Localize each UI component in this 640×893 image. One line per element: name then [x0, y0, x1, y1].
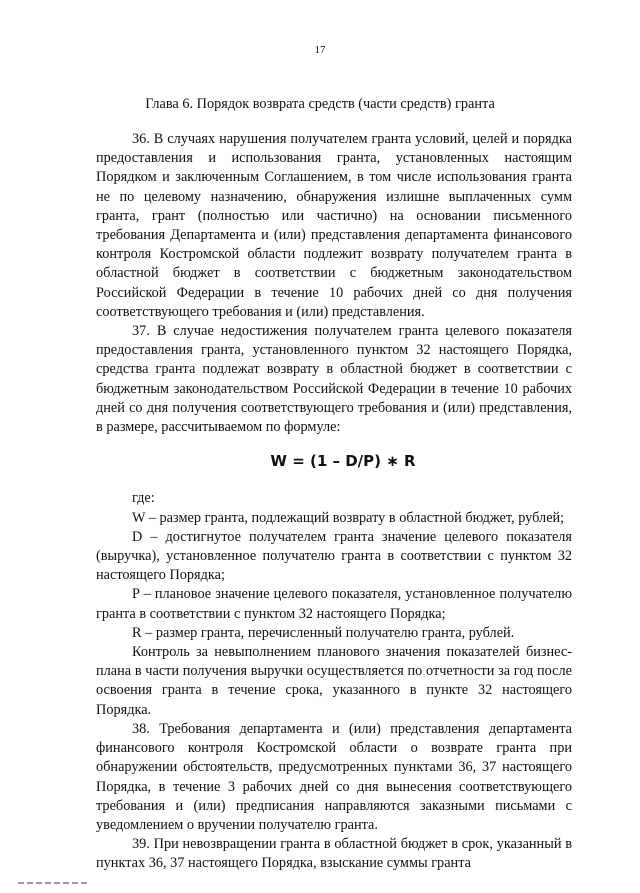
paragraph-36: 36. В случаях нарушения получателем гранта условий, целей и порядка предоставления и использования гранта, установленных настоящим Порядком и заключенным Соглашением, в том числе использования гранта не по целевому назначению, обнаружения излишне выплаченных сумм гранта, грант (полностью или частично) на основании письменного требования Департамента и (или) представления департамента финансового контроля Костромской области подлежит возврату получателем гранта в областной бюджет в соответствии с бюджетным законодательством Российской Федерации в течение 10 рабочих дней со дня получения соответствующего требования и (или) представления. [96, 131, 572, 320]
definition-w: W – размер гранта, подлежащий возврату в областной бюджет, рублей; [132, 509, 565, 526]
document-body [96, 130, 572, 874]
definition-d: D – достигнутое получателем гранта значение целевого показателя (выручка), установленное получателю гранта в соответствии с пунктом 32 настоящего Порядка; [96, 528, 572, 584]
definition-p: P – плановое значение целевого показателя, установленное получателю гранта в соответствии с пунктом 32 настоящего Порядка; [96, 586, 572, 622]
scan-artifact [18, 882, 88, 884]
formula-where-label: где: [132, 490, 155, 507]
paragraph-37: 37. В случае недостижения получателем гранта целевого показателя предоставления гранта, установленного пунктом 32 настоящего Порядка, средства гранта подлежат возврату в областной бюджет в соответствии с бюджетным законодательством Российской Федерации в течение 10 рабочих дней со дня получения соответствующего требования и (или) представления, в размере, рассчитываемом по формуле: [96, 323, 572, 436]
control-paragraph: Контроль за невыполнением планового значения показателей бизнес-плана в части получения выручки осуществляется по отчетности за год после освоения гранта в течение срока, указанного в пункте 32 настоящего Порядка. [96, 644, 572, 718]
refund-formula: W = (1 – D/P) ∗ R [270, 452, 416, 471]
paragraph-39: 39. При невозвращении гранта в областной бюджет в срок, указанный в пунктах 36, 37 настоящего Порядка, взыскание суммы гранта [96, 836, 572, 872]
paragraph-38: 38. Требования департамента и (или) представления департамента финансового контроля Костромской области о возврате гранта при обнаружении обстоятельств, предусмотренных пунктами 36, 37 настоящего Порядка, в течение 3 рабочих дней со дня вынесения соответствующего требования и (или) предписания направляются заказными письмами с уведомлением о вручении получателю гранта. [96, 720, 572, 833]
page-number: 17 [314, 44, 326, 56]
chapter-title: Глава 6. Порядок возврата средств (части средств) гранта [145, 96, 495, 112]
definition-r: R – размер гранта, перечисленный получателю гранта, рублей. [132, 624, 515, 641]
